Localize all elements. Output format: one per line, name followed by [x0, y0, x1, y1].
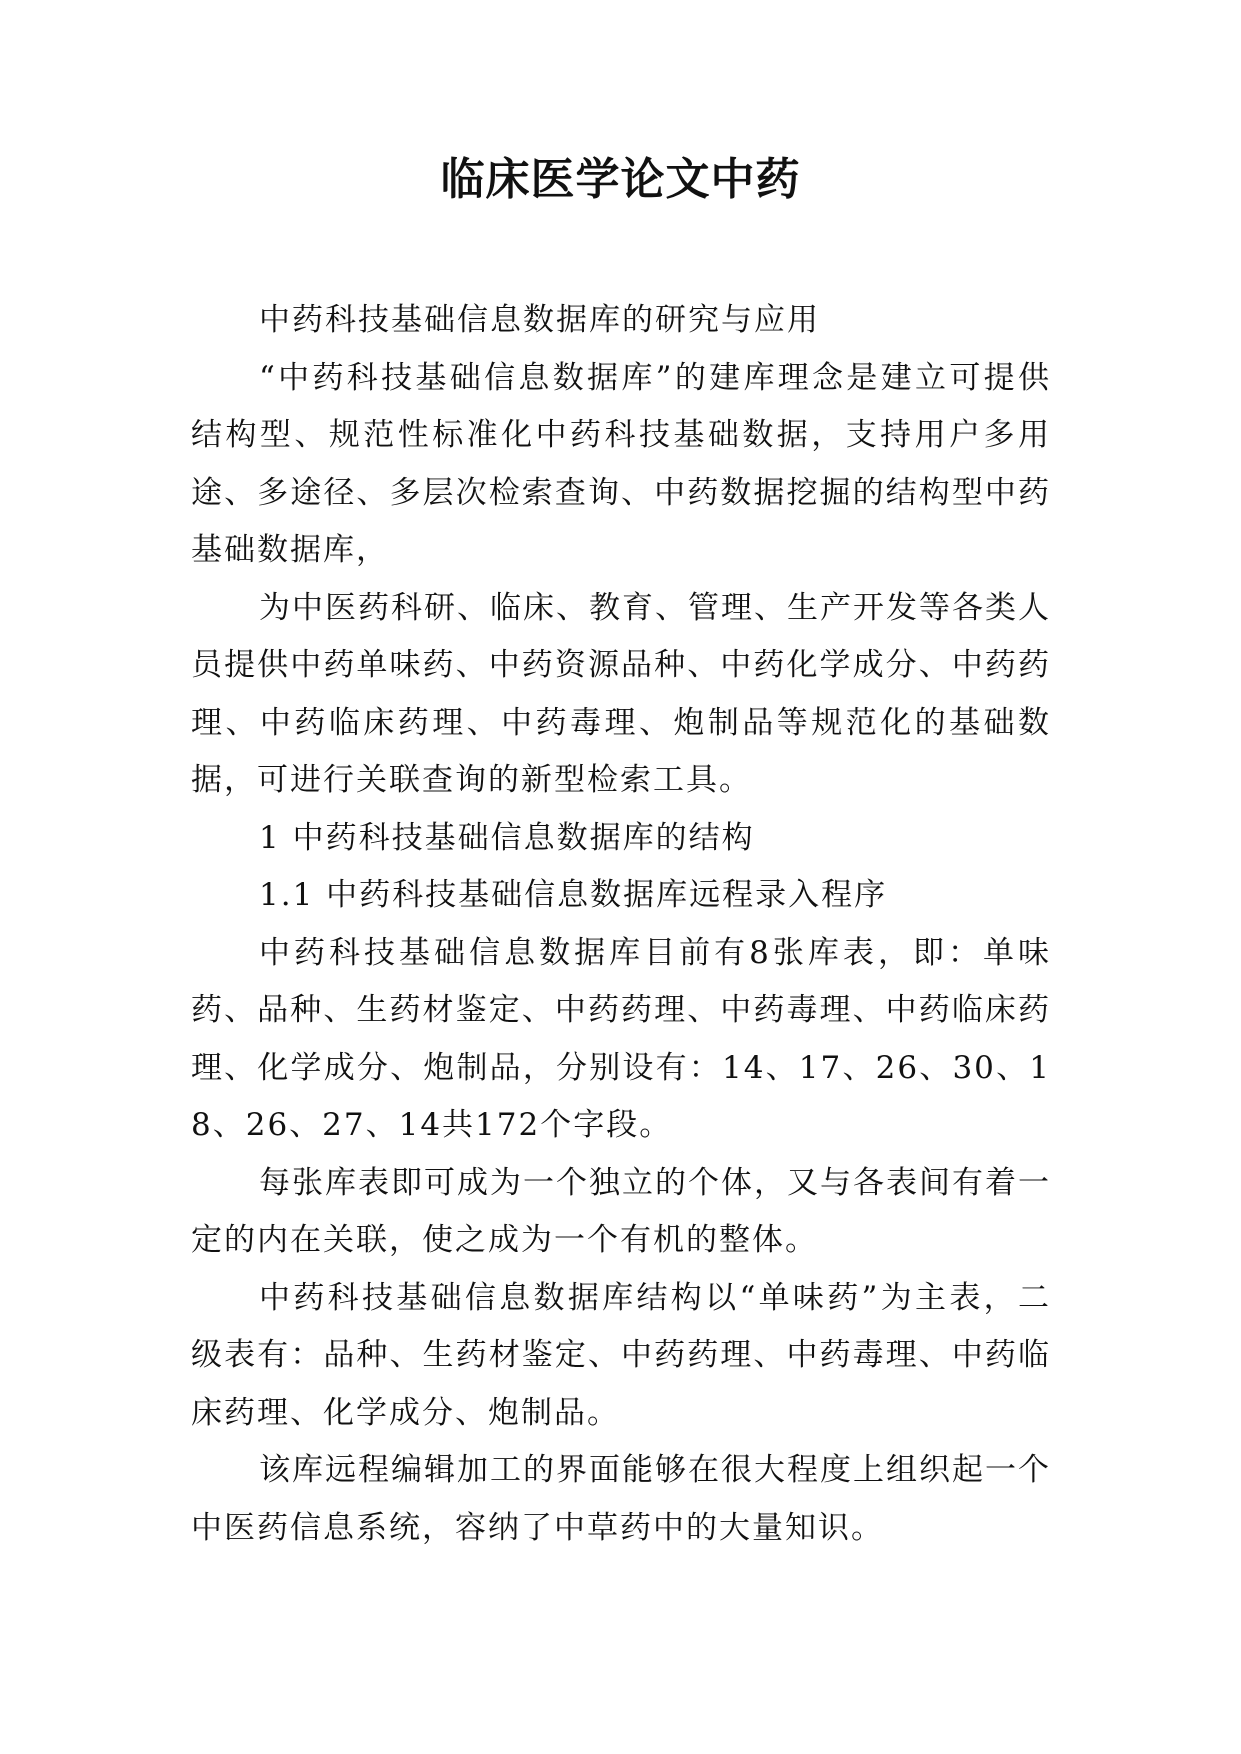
paragraph-purpose: 为中医药科研、临床、教育、管理、生产开发等各类人员提供中药单味药、中药资源品种、中药化学成分、中药药理、中药临床药理、中药毒理、炮制品等规范化的基础数据，可进行关联查询的新型检索工具。	[191, 589, 1051, 798]
paragraph-interface: 该库远程编辑加工的界面能够在很大程度上组织起一个中医药信息系统，容纳了中草药中的大量知识。	[191, 1452, 1051, 1546]
section-heading-1-1: 1.1 中药科技基础信息数据库远程录入程序	[259, 877, 888, 913]
paragraph-subtitle: 中药科技基础信息数据库的研究与应用	[259, 302, 820, 338]
document-body	[191, 292, 1051, 1557]
paragraph-structure: 中药科技基础信息数据库结构以“单味药”为主表，二级表有：品种、生药材鉴定、中药药理、中药毒理、中药临床药理、化学成分、炮制品。	[191, 1279, 1051, 1431]
paragraph-relations: 每张库表即可成为一个独立的个体，又与各表间有着一定的内在关联，使之成为一个有机的整体。	[191, 1164, 1051, 1258]
paragraph-tables: 中药科技基础信息数据库目前有8张库表，即：单味药、品种、生药材鉴定、中药药理、中药毒理、中药临床药理、化学成分、炮制品，分别设有：14、17、26、30、18、26、27、14共172个字段。	[191, 934, 1051, 1143]
document-title: 临床医学论文中药	[440, 154, 801, 205]
section-heading-1: 1 中药科技基础信息数据库的结构	[259, 819, 755, 856]
paragraph-concept: “中药科技基础信息数据库”的建库理念是建立可提供结构型、规范性标准化中药科技基础数据，支持用户多用途、多途径、多层次检索查询、中药数据挖掘的结构型中药基础数据库，	[191, 359, 1051, 568]
